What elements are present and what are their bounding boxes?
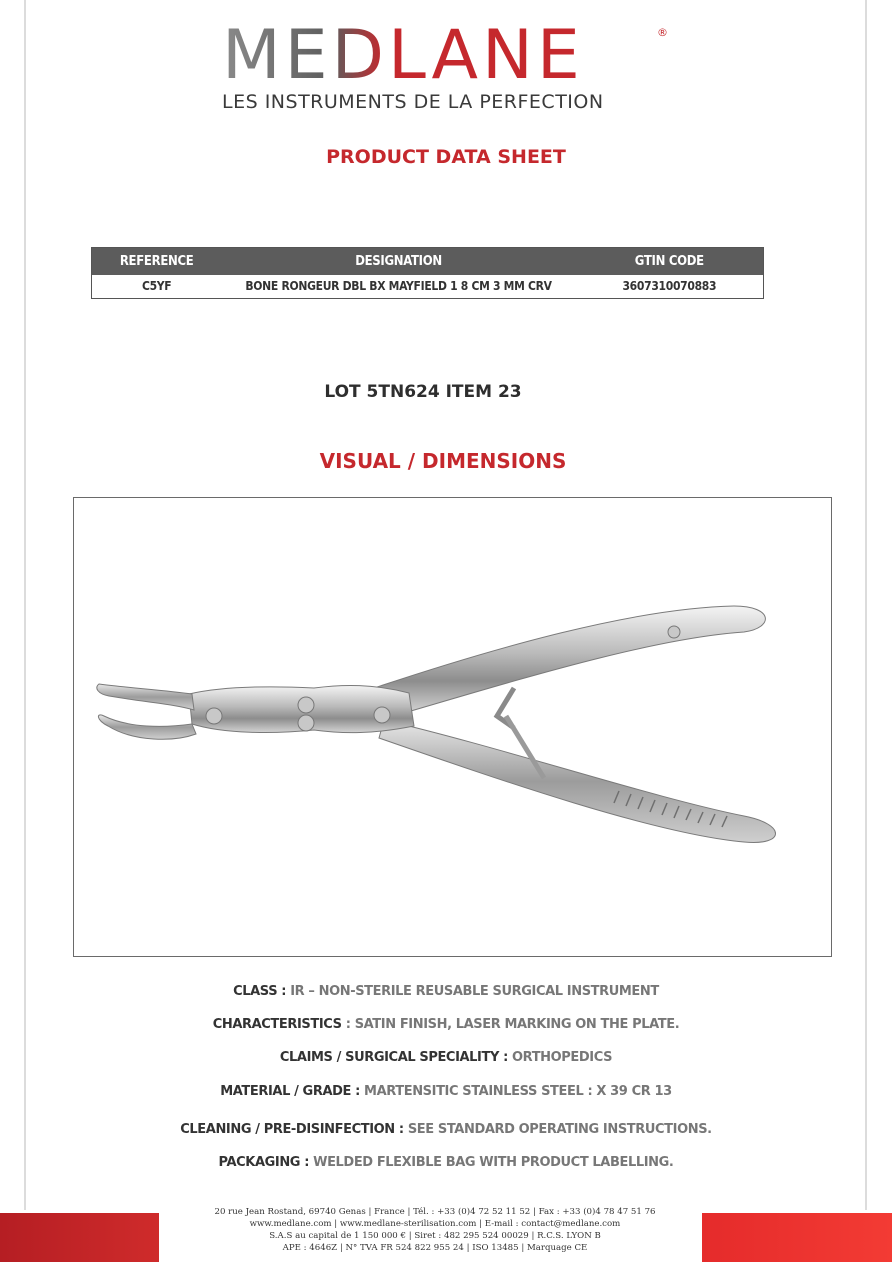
- reference-table: [91, 247, 764, 299]
- spec-class: CLASS : IR – NON-STERILE REUSABLE SURGICAL INSTRUMENT: [233, 984, 659, 999]
- cell-gtin: 3607310070883: [622, 279, 717, 294]
- footer-address: 20 rue Jean Rostand, 69740 Genas | France | Tél. : +33 (0)4 72 52 11 52 | Fax : +33 (0)4 78 47 51 76: [214, 1207, 656, 1217]
- table-header-row: [92, 248, 764, 275]
- page-title: PRODUCT DATA SHEET: [326, 146, 566, 168]
- footer-legal: S.A.S au capital de 1 150 000 € | Siret : 482 295 524 00029 | R.C.S. LYON B: [269, 1231, 601, 1241]
- footer-red-bar-left: [0, 1213, 159, 1262]
- lower-jaw: [98, 715, 196, 739]
- spec-material: MATERIAL / GRADE : MARTENSITIC STAINLESS STEEL : X 39 CR 13: [220, 1084, 672, 1099]
- screw-5: [668, 626, 680, 638]
- logo-wordmark: MEDLANE: [222, 16, 584, 95]
- footer-web: www.medlane.com | www.medlane-sterilisation.com | E-mail : contact@medlane.com: [249, 1219, 621, 1229]
- lot-number: LOT 5TN624 ITEM 23: [324, 382, 522, 402]
- spec-cleaning: CLEANING / PRE-DISINFECTION : SEE STANDARD OPERATING INSTRUCTIONS.: [180, 1122, 712, 1137]
- registered-mark: ®: [657, 26, 668, 39]
- logo-tagline: LES INSTRUMENTS DE LA PERFECTION: [222, 91, 604, 113]
- upper-handle: [374, 606, 765, 713]
- screw-4: [374, 707, 390, 723]
- screw-3: [298, 715, 314, 731]
- medlane-logo: [222, 16, 672, 117]
- upper-jaw: [97, 684, 194, 710]
- screw-1: [206, 708, 222, 724]
- header-reference: REFERENCE: [92, 248, 222, 275]
- product-visual-frame: [73, 497, 832, 957]
- screw-2: [298, 697, 314, 713]
- header-designation: DESIGNATION: [221, 248, 575, 275]
- header-gtin: GTIN CODE: [576, 248, 764, 275]
- visual-title: VISUAL / DIMENSIONS: [319, 449, 567, 473]
- footer-company-info: [170, 1206, 700, 1254]
- bone-rongeur-image: [74, 498, 830, 955]
- spec-claims: CLAIMS / SURGICAL SPECIALITY : ORTHOPEDICS: [279, 1050, 613, 1065]
- lower-handle: [379, 720, 776, 842]
- footer-registration: APE : 4646Z | N° TVA FR 524 822 955 24 | ISO 13485 | Marquage CE: [282, 1243, 588, 1253]
- table-row: [92, 275, 764, 299]
- cell-reference: C5YF: [141, 279, 172, 294]
- footer-red-bar-right: [702, 1213, 892, 1262]
- cell-designation: BONE RONGEUR DBL BX MAYFIELD 1 8 CM 3 MM CRV: [245, 279, 552, 294]
- spec-packaging: PACKAGING : WELDED FLEXIBLE BAG WITH PRODUCT LABELLING.: [218, 1155, 674, 1170]
- spec-characteristics: CHARACTERISTICS : SATIN FINISH, LASER MARKING ON THE PLATE.: [212, 1017, 680, 1032]
